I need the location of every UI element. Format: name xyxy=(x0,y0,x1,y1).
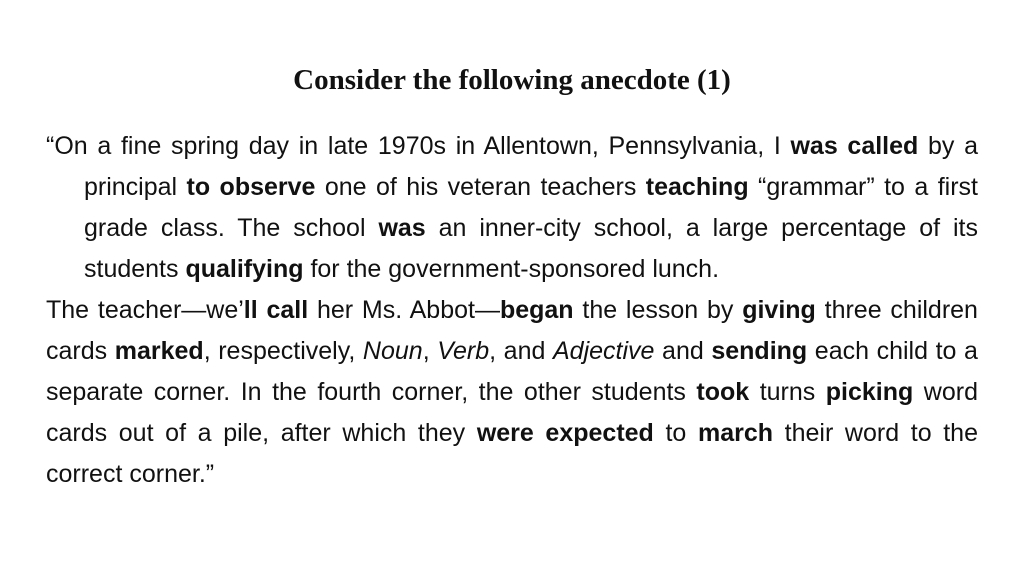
text-run: to xyxy=(653,419,698,447)
italic-text-run: Adjective xyxy=(552,337,655,365)
text-run: turns xyxy=(749,378,826,406)
italic-text-run: Noun xyxy=(362,337,423,365)
slide-body xyxy=(46,126,978,495)
text-run: three children cards xyxy=(46,296,978,365)
text-run: “grammar” to a first grade class. The school xyxy=(84,173,978,242)
bold-text-run: giving xyxy=(742,296,816,324)
text-run: for the government-sponsored lunch. xyxy=(303,255,720,283)
text-run: an inner-city school, a large percentage of its students xyxy=(84,214,978,283)
anecdote-paragraph-1 xyxy=(46,126,978,290)
text-run: , respectively, xyxy=(203,337,363,365)
italic-text-run: Verb xyxy=(437,337,490,365)
anecdote-paragraph-2 xyxy=(46,290,978,495)
text-run: her Ms. Abbot— xyxy=(308,296,500,324)
text-run: each child to a separate corner. In the fourth corner, the other students xyxy=(46,337,978,406)
text-run: by a principal xyxy=(84,132,979,201)
bold-text-run: to observe xyxy=(186,173,316,201)
bold-text-run: marked xyxy=(114,337,204,365)
bold-text-run: qualifying xyxy=(185,255,304,283)
text-run: and xyxy=(654,337,712,365)
text-run: their word to the correct corner.” xyxy=(46,419,978,488)
text-run: the lesson by xyxy=(573,296,743,324)
bold-text-run: sending xyxy=(711,337,808,365)
slide-title: Consider the following anecdote (1) xyxy=(293,64,731,96)
text-run: one of his veteran teachers xyxy=(315,173,646,201)
bold-text-run: ll call xyxy=(243,296,309,324)
bold-text-run: picking xyxy=(825,378,914,406)
bold-text-run: began xyxy=(499,296,574,324)
text-run: , xyxy=(422,337,438,365)
bold-text-run: took xyxy=(696,378,750,406)
bold-text-run: was called xyxy=(790,132,919,160)
text-run: word cards out of a pile, after which they xyxy=(46,378,978,447)
bold-text-run: was xyxy=(378,214,426,242)
text-run: The teacher—we’ xyxy=(46,296,244,324)
text-run: “On a fine spring day in late 1970s in Allentown, Pennsylvania, I xyxy=(46,132,791,160)
text-run: , and xyxy=(489,337,553,365)
bold-text-run: march xyxy=(697,419,774,447)
bold-text-run: teaching xyxy=(645,173,749,201)
bold-text-run: were expected xyxy=(476,419,654,447)
